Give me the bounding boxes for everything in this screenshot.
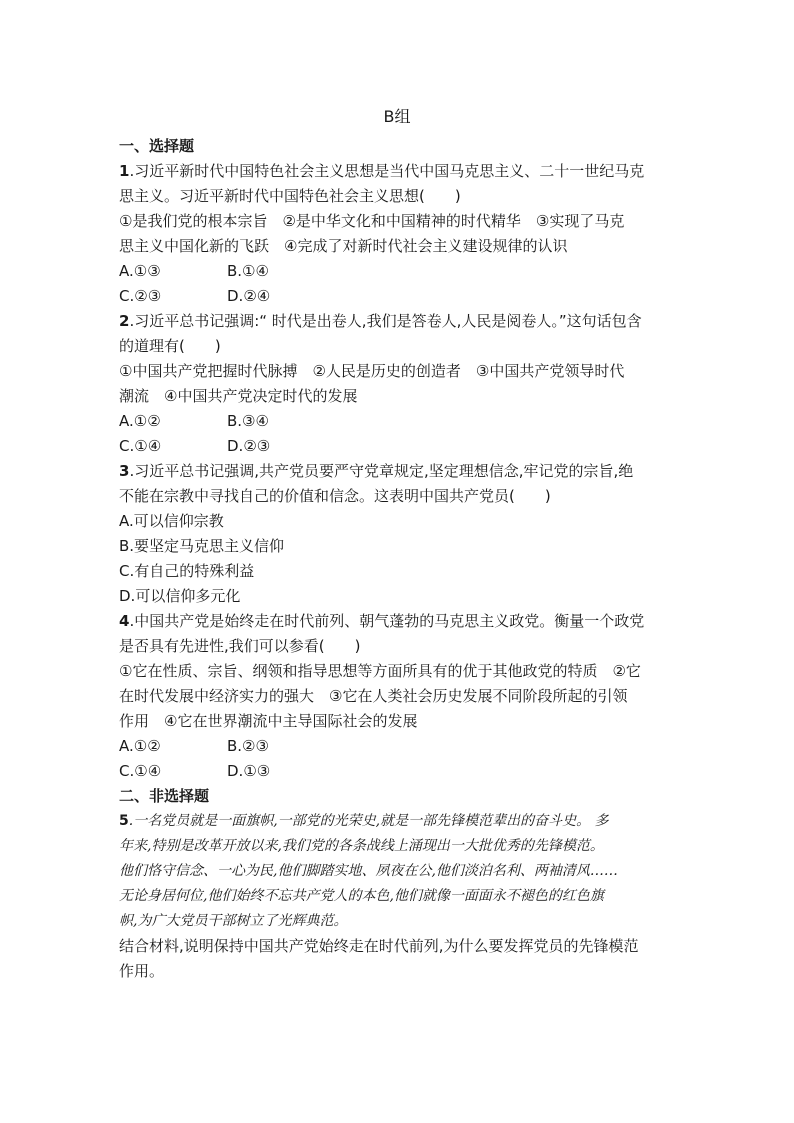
question-2 xyxy=(119,309,675,459)
question-stem-line: 的道理有( ) xyxy=(119,337,221,355)
question-prompt-line: 结合材料,说明保持中国共产党始终走在时代前列,为什么要发挥党员的先锋模范 xyxy=(119,937,639,955)
option-a[interactable]: A.①② xyxy=(119,737,161,755)
option-b[interactable]: B.②③ xyxy=(227,737,269,755)
statement-line: 思主义中国化新的飞跃 ④完成了对新时代社会主义建设规律的认识 xyxy=(119,237,568,255)
worksheet-page xyxy=(119,104,675,984)
option-c[interactable]: C.①④ xyxy=(119,437,162,455)
options-row xyxy=(119,284,675,309)
question-4 xyxy=(119,609,675,784)
question-stem-line: 是否具有先进性,我们可以参看( ) xyxy=(119,637,361,655)
section-choice-title: 一、选择题 xyxy=(119,137,195,155)
question-3 xyxy=(119,459,675,609)
option-b[interactable]: B.③④ xyxy=(227,412,269,430)
question-number: 1 xyxy=(119,162,130,180)
options-row xyxy=(119,734,675,759)
option-b[interactable]: B.①④ xyxy=(227,262,269,280)
option-d[interactable]: D.可以信仰多元化 xyxy=(119,587,241,605)
question-stem-line: .习近平总书记强调,共产党员要严守党章规定,坚定理想信念,牢记党的宗旨,绝 xyxy=(129,462,634,480)
material-line: .一名党员就是一面旗帜,一部党的光荣史,就是一部先锋模范辈出的奋斗史。 多 xyxy=(128,813,609,829)
question-stem-line: 不能在宗教中寻找自己的价值和信念。这表明中国共产党员( ) xyxy=(119,487,551,505)
question-stem-line: .中国共产党是始终走在时代前列、朝气蓬勃的马克思主义政党。衡量一个政党 xyxy=(129,612,645,630)
options-row xyxy=(119,259,675,284)
question-1 xyxy=(119,159,675,309)
options-row xyxy=(119,409,675,434)
statement-line: 潮流 ④中国共产党决定时代的发展 xyxy=(119,387,358,405)
material-line: 帜,为广大党员干部树立了光辉典范。 xyxy=(119,913,348,929)
question-number: 4 xyxy=(119,612,130,630)
statement-line: 在时代发展中经济实力的强大 ③它在人类社会历史发展不同阶段所起的引领 xyxy=(119,687,628,705)
statement-line: ①中国共产党把握时代脉搏 ②人民是历史的创造者 ③中国共产党领导时代 xyxy=(119,362,625,380)
question-stem-line: 思主义。习近平新时代中国特色社会主义思想( ) xyxy=(119,187,461,205)
option-c[interactable]: C.①④ xyxy=(119,762,162,780)
option-a[interactable]: A.可以信仰宗教 xyxy=(119,512,224,530)
options-row xyxy=(119,759,675,784)
question-number: 3 xyxy=(119,462,130,480)
option-d[interactable]: D.②④ xyxy=(227,287,271,305)
statement-line: ①是我们党的根本宗旨 ②是中华文化和中国精神的时代精华 ③实现了马克 xyxy=(119,212,625,230)
option-c[interactable]: C.②③ xyxy=(119,287,162,305)
question-number: 5 xyxy=(119,813,129,829)
options-row xyxy=(119,434,675,459)
option-a[interactable]: A.①③ xyxy=(119,262,161,280)
statement-line: ①它在性质、宗旨、纲领和指导思想等方面所具有的优于其他政党的特质 ②它 xyxy=(119,662,641,680)
question-number: 2 xyxy=(119,312,130,330)
question-stem-line: .习近平新时代中国特色社会主义思想是当代中国马克思主义、二十一世纪马克 xyxy=(129,162,645,180)
section-nonchoice-title: 二、非选择题 xyxy=(119,787,210,805)
option-d[interactable]: D.②③ xyxy=(227,437,271,455)
statement-line: 作用 ④它在世界潮流中主导国际社会的发展 xyxy=(119,712,418,730)
material-line: 无论身居何位,他们始终不忘共产党人的本色,他们就像一面面永不褪色的红色旗 xyxy=(119,888,604,904)
option-a[interactable]: A.①② xyxy=(119,412,161,430)
question-stem-line: .习近平总书记强调:“ 时代是出卷人,我们是答卷人,人民是阅卷人。”这句话包含 xyxy=(129,312,642,330)
option-d[interactable]: D.①③ xyxy=(227,762,271,780)
group-title: B组 xyxy=(383,107,411,126)
option-b[interactable]: B.要坚定马克思主义信仰 xyxy=(119,537,285,555)
question-prompt-line: 作用。 xyxy=(119,962,165,980)
material-line: 他们恪守信念、一心为民,他们脚踏实地、夙夜在公,他们淡泊名利、两袖清风…… xyxy=(119,863,618,879)
option-c[interactable]: C.有自己的特殊利益 xyxy=(119,562,255,580)
question-5 xyxy=(119,809,675,984)
material-line: 年来,特别是改革开放以来,我们党的各条战线上涌现出一大批优秀的先锋模范。 xyxy=(119,838,604,854)
